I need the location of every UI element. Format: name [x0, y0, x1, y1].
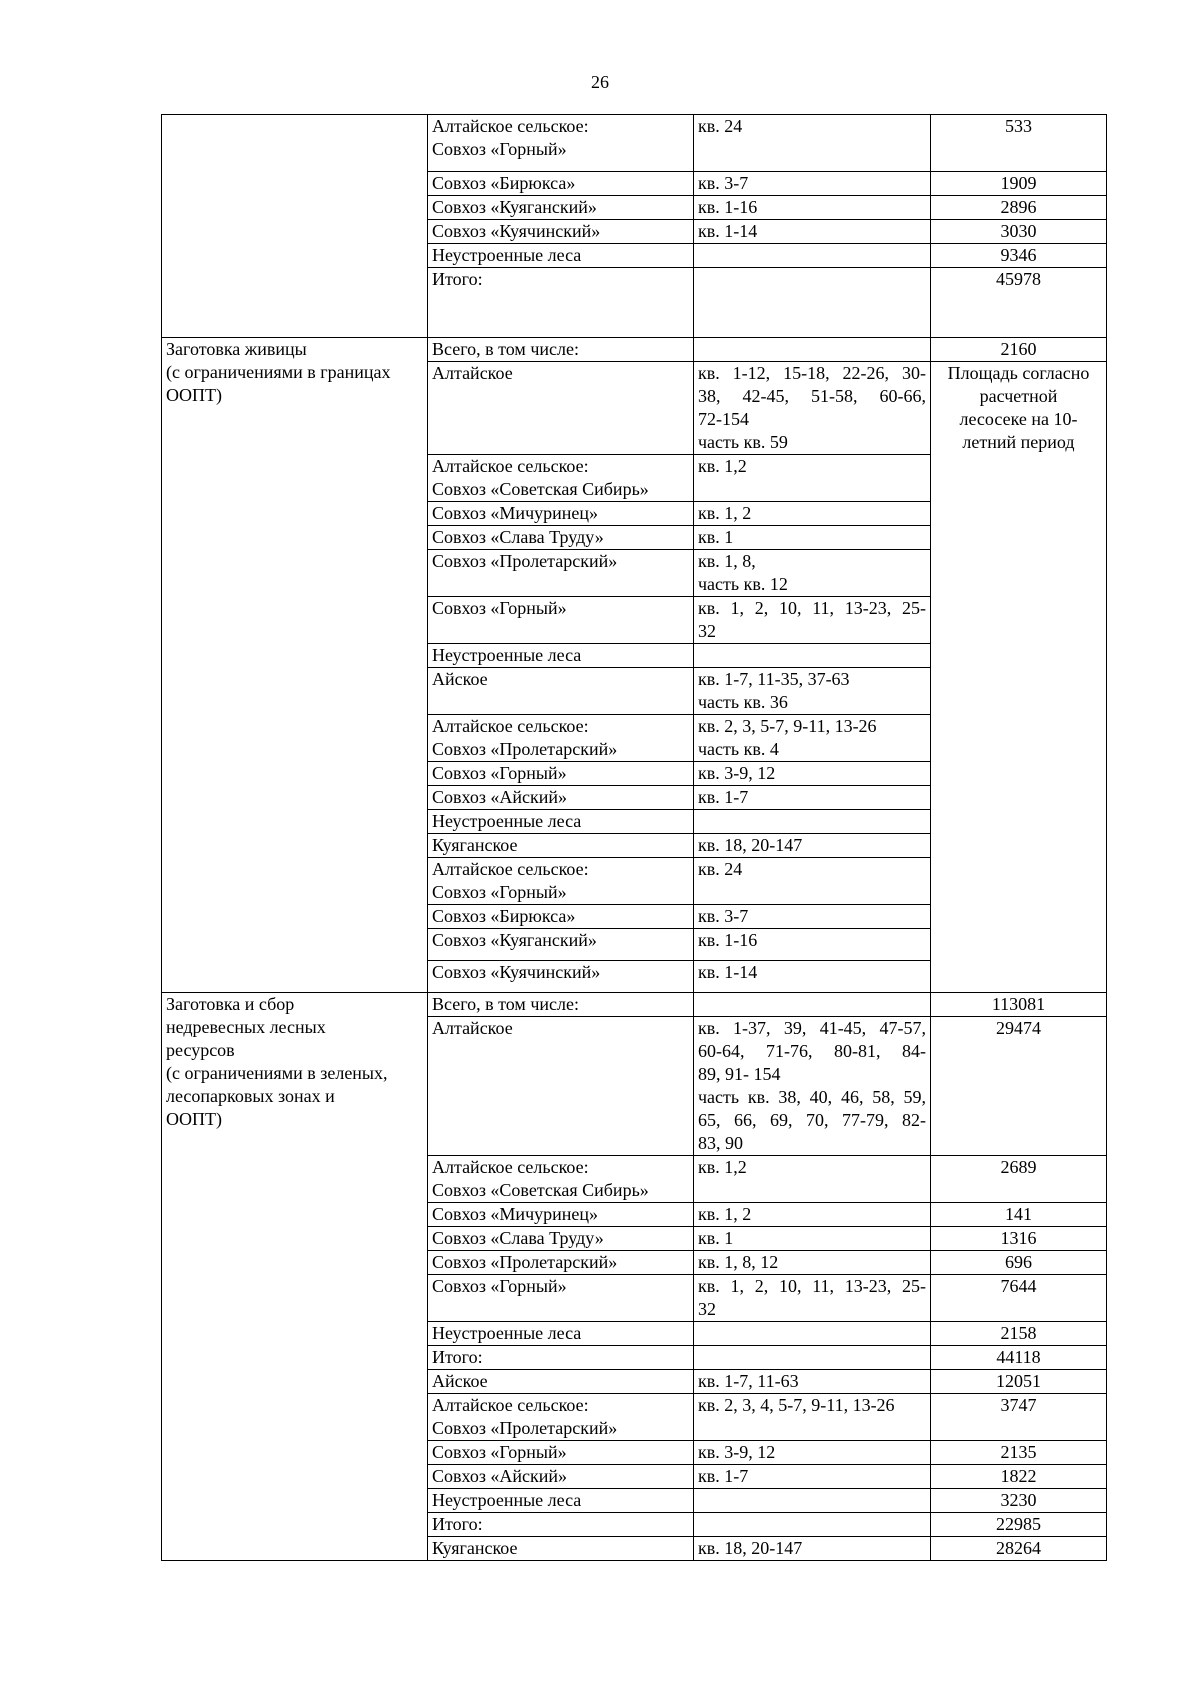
activity-cell	[162, 115, 428, 338]
quarters-cell	[694, 1275, 931, 1322]
cell-line: лесопарковых зонах и	[166, 1086, 335, 1106]
cell-line: кв. 1,2	[698, 1157, 747, 1177]
cell-line: Совхоз «Бирюкса»	[432, 906, 576, 926]
forestry-name-cell	[428, 220, 694, 244]
cell-line: часть кв. 38, 40, 46, 58, 59,	[698, 1087, 926, 1107]
cell-line: кв. 1, 2	[698, 503, 752, 523]
cell-line: Совхоз «Куячинский»	[432, 962, 601, 982]
area-cell: 44118	[931, 1346, 1107, 1370]
cell-line: Заготовка и сбор	[166, 994, 295, 1014]
quarters-cell	[694, 1370, 931, 1394]
quarters-cell	[694, 1513, 931, 1537]
cell-line: Совхоз «Советская Сибирь»	[432, 479, 649, 499]
cell-line: Совхоз «Пролетарский»	[432, 551, 618, 571]
quarters-cell	[694, 786, 931, 810]
forestry-name-cell	[428, 786, 694, 810]
forestry-name-cell	[428, 1441, 694, 1465]
cell-line: Совхоз «Горный»	[432, 1276, 567, 1296]
cell-line: Совхоз «Айский»	[432, 787, 568, 807]
cell-line: Алтайское сельское:	[432, 1157, 589, 1177]
cell-line: 38, 42-45, 51-58, 60-66,	[698, 386, 926, 406]
quarters-cell	[694, 597, 931, 644]
cell-line: кв. 1-37, 39, 41-45, 47-57,	[698, 1018, 926, 1038]
table-row	[162, 115, 1107, 172]
forestry-name-cell	[428, 362, 694, 455]
quarters-cell	[694, 220, 931, 244]
cell-line: кв. 1-7, 11-35, 37-63	[698, 669, 850, 689]
area-cell: 2160	[931, 338, 1107, 362]
area-cell: 28264	[931, 1537, 1107, 1561]
quarters-cell	[694, 172, 931, 196]
cell-line: Совхоз «Бирюкса»	[432, 173, 576, 193]
quarters-cell	[694, 1156, 931, 1203]
cell-line: кв. 3-7	[698, 906, 749, 926]
quarters-cell	[694, 455, 931, 502]
cell-line: Совхоз «Горный»	[432, 882, 567, 902]
cell-line: Куяганское	[432, 1538, 518, 1558]
quarters-cell	[694, 668, 931, 715]
forestry-name-cell	[428, 1156, 694, 1203]
cell-line: кв. 1-7, 11-63	[698, 1371, 799, 1391]
cell-line: Алтайское	[432, 1018, 513, 1038]
cell-line: часть кв. 12	[698, 574, 788, 594]
cell-line: кв. 1-14	[698, 221, 758, 241]
cell-line: Совхоз «Пролетарский»	[432, 1418, 618, 1438]
cell-line: Итого:	[432, 269, 483, 289]
cell-line: кв. 1, 8, 12	[698, 1252, 779, 1272]
quarters-cell	[694, 858, 931, 905]
cell-line: ООПТ)	[166, 1109, 222, 1129]
cell-line: лесосеке на 10-	[959, 409, 1078, 429]
cell-line: кв. 18, 20-147	[698, 1538, 803, 1558]
cell-line: часть кв. 36	[698, 692, 788, 712]
table-row	[162, 338, 1107, 362]
quarters-cell	[694, 762, 931, 786]
quarters-cell	[694, 268, 931, 338]
cell-line: 32	[698, 1299, 716, 1319]
quarters-cell	[694, 1489, 931, 1513]
forestry-name-cell	[428, 526, 694, 550]
quarters-cell	[694, 526, 931, 550]
forestry-name-cell	[428, 1489, 694, 1513]
forestry-name-cell	[428, 172, 694, 196]
quarters-cell	[694, 961, 931, 993]
cell-line: кв. 1-12, 15-18, 22-26, 30-	[698, 363, 926, 383]
forestry-name-cell	[428, 668, 694, 715]
quarters-cell	[694, 1227, 931, 1251]
cell-line: Итого:	[432, 1514, 483, 1534]
forestry-name-cell	[428, 597, 694, 644]
cell-line: Совхоз «Айский»	[432, 1466, 568, 1486]
forestry-name-cell	[428, 1251, 694, 1275]
quarters-cell	[694, 1322, 931, 1346]
forestry-name-cell	[428, 715, 694, 762]
forestry-name-cell	[428, 1537, 694, 1561]
cell-line: Совхоз «Мичуринец»	[432, 503, 599, 523]
cell-line: Совхоз «Советская Сибирь»	[432, 1180, 649, 1200]
forestry-name-cell	[428, 905, 694, 929]
cell-line: кв. 3-9, 12	[698, 1442, 776, 1462]
cell-line: Куяганское	[432, 835, 518, 855]
activity-cell	[162, 993, 428, 1561]
area-cell: 113081	[931, 993, 1107, 1017]
area-cell: 22985	[931, 1513, 1107, 1537]
cell-line: Заготовка живицы	[166, 339, 307, 359]
cell-line: Совхоз «Пролетарский»	[432, 739, 618, 759]
activity-cell	[162, 338, 428, 993]
cell-line: Айское	[432, 1371, 488, 1391]
area-cell: 141	[931, 1203, 1107, 1227]
cell-line: Алтайское сельское:	[432, 1395, 589, 1415]
forestry-name-cell	[428, 961, 694, 993]
cell-line: 65, 66, 69, 70, 77-79, 82-	[698, 1110, 926, 1130]
cell-line: кв. 24	[698, 116, 743, 136]
quarters-cell	[694, 1017, 931, 1156]
quarters-cell	[694, 1346, 931, 1370]
cell-line: Совхоз «Слава Труду»	[432, 527, 604, 547]
table-row	[162, 993, 1107, 1017]
cell-line: Алтайское сельское:	[432, 716, 589, 736]
quarters-cell	[694, 338, 931, 362]
forestry-name-cell	[428, 455, 694, 502]
cell-line: кв. 3-7	[698, 173, 749, 193]
quarters-cell	[694, 810, 931, 834]
cell-line: Совхоз «Куяганский»	[432, 930, 597, 950]
forestry-name-cell	[428, 858, 694, 905]
forestry-name-cell	[428, 1017, 694, 1156]
cell-line: кв. 3-9, 12	[698, 763, 776, 783]
cell-line: Всего, в том числе:	[432, 339, 579, 359]
cell-line: кв. 1, 8,	[698, 551, 756, 571]
cell-line: Алтайское	[432, 363, 513, 383]
forestry-name-cell	[428, 550, 694, 597]
cell-line: Площадь согласно	[947, 363, 1090, 383]
quarters-cell	[694, 550, 931, 597]
cell-line: Совхоз «Куяганский»	[432, 197, 597, 217]
area-cell: 2896	[931, 196, 1107, 220]
cell-line: 83, 90	[698, 1133, 743, 1153]
forestry-name-cell	[428, 244, 694, 268]
page-number: 26	[591, 72, 609, 92]
area-cell: 45978	[931, 268, 1107, 338]
cell-line: кв. 1-7	[698, 787, 749, 807]
cell-line: кв. 18, 20-147	[698, 835, 803, 855]
forestry-table	[161, 114, 1107, 1561]
cell-line: 32	[698, 621, 716, 641]
quarters-cell	[694, 502, 931, 526]
cell-line: Итого:	[432, 1347, 483, 1367]
cell-line: кв. 1-14	[698, 962, 758, 982]
quarters-cell	[694, 362, 931, 455]
forestry-name-cell	[428, 1465, 694, 1489]
cell-line: Совхоз «Куячинский»	[432, 221, 601, 241]
area-cell: 9346	[931, 244, 1107, 268]
quarters-cell	[694, 1394, 931, 1441]
cell-line: часть кв. 4	[698, 739, 779, 759]
forestry-name-cell	[428, 1370, 694, 1394]
forestry-name-cell	[428, 1322, 694, 1346]
cell-line: Неустроенные леса	[432, 1323, 582, 1343]
cell-line: кв. 24	[698, 859, 743, 879]
forestry-name-cell	[428, 929, 694, 961]
cell-line: кв. 1	[698, 527, 734, 547]
cell-line: кв. 2, 3, 4, 5-7, 9-11, 13-26	[698, 1395, 895, 1415]
forestry-name-cell	[428, 268, 694, 338]
cell-line: кв. 1, 2, 10, 11, 13-23, 25-	[698, 598, 926, 618]
forestry-name-cell	[428, 810, 694, 834]
forestry-name-cell	[428, 1227, 694, 1251]
cell-line: Совхоз «Горный»	[432, 139, 567, 159]
cell-line: недревесных лесных	[166, 1017, 326, 1037]
cell-line: 89, 91- 154	[698, 1064, 781, 1084]
quarters-cell	[694, 1251, 931, 1275]
area-cell: 696	[931, 1251, 1107, 1275]
forestry-name-cell	[428, 1394, 694, 1441]
area-cell: 3230	[931, 1489, 1107, 1513]
cell-line: кв. 1-16	[698, 930, 758, 950]
cell-line: Неустроенные леса	[432, 811, 582, 831]
area-cell: 1822	[931, 1465, 1107, 1489]
cell-line: Неустроенные леса	[432, 1490, 582, 1510]
quarters-cell	[694, 196, 931, 220]
quarters-cell	[694, 1537, 931, 1561]
forestry-name-cell	[428, 644, 694, 668]
forestry-name-cell	[428, 834, 694, 858]
cell-line: кв. 1-16	[698, 197, 758, 217]
quarters-cell	[694, 1465, 931, 1489]
cell-line: Алтайское сельское:	[432, 456, 589, 476]
cell-line: кв. 1, 2, 10, 11, 13-23, 25-	[698, 1276, 926, 1296]
forestry-name-cell	[428, 1275, 694, 1322]
cell-line: кв. 1	[698, 1228, 734, 1248]
cell-line: расчетной	[979, 386, 1058, 406]
cell-line: Неустроенные леса	[432, 645, 582, 665]
cell-line: часть кв. 59	[698, 432, 788, 452]
area-cell: 1316	[931, 1227, 1107, 1251]
cell-line: (с ограничениями в границах	[166, 362, 391, 382]
cell-line: кв. 1-7	[698, 1466, 749, 1486]
quarters-cell	[694, 1441, 931, 1465]
quarters-cell	[694, 244, 931, 268]
quarters-cell	[694, 905, 931, 929]
quarters-cell	[694, 715, 931, 762]
forestry-name-cell	[428, 338, 694, 362]
cell-line: Всего, в том числе:	[432, 994, 579, 1014]
forestry-name-cell	[428, 502, 694, 526]
area-cell: 29474	[931, 1017, 1107, 1156]
cell-line: ООПТ)	[166, 385, 222, 405]
forestry-name-cell	[428, 115, 694, 172]
forestry-name-cell	[428, 1513, 694, 1537]
quarters-cell	[694, 1203, 931, 1227]
area-note-cell	[931, 362, 1107, 993]
cell-line: 72-154	[698, 409, 749, 429]
area-cell: 3747	[931, 1394, 1107, 1441]
quarters-cell	[694, 929, 931, 961]
cell-line: кв. 1, 2	[698, 1204, 752, 1224]
cell-line: летний период	[962, 432, 1075, 452]
quarters-cell	[694, 993, 931, 1017]
cell-line: Совхоз «Мичуринец»	[432, 1204, 599, 1224]
quarters-cell	[694, 834, 931, 858]
cell-line: Совхоз «Горный»	[432, 1442, 567, 1462]
forestry-name-cell	[428, 1203, 694, 1227]
area-cell: 2158	[931, 1322, 1107, 1346]
quarters-cell	[694, 115, 931, 172]
area-cell: 2689	[931, 1156, 1107, 1203]
cell-line: Алтайское сельское:	[432, 859, 589, 879]
forestry-name-cell	[428, 993, 694, 1017]
cell-line: 60-64, 71-76, 80-81, 84-	[698, 1041, 926, 1061]
forestry-name-cell	[428, 762, 694, 786]
cell-line: Совхоз «Горный»	[432, 763, 567, 783]
area-cell: 3030	[931, 220, 1107, 244]
cell-line: Совхоз «Слава Труду»	[432, 1228, 604, 1248]
forestry-name-cell	[428, 1346, 694, 1370]
area-cell: 7644	[931, 1275, 1107, 1322]
cell-line: Айское	[432, 669, 488, 689]
forestry-name-cell	[428, 196, 694, 220]
cell-line: Неустроенные леса	[432, 245, 582, 265]
cell-line: Совхоз «Горный»	[432, 598, 567, 618]
area-cell: 1909	[931, 172, 1107, 196]
area-cell: 12051	[931, 1370, 1107, 1394]
cell-line: ресурсов	[166, 1040, 235, 1060]
area-cell: 533	[931, 115, 1107, 172]
cell-line: Алтайское сельское:	[432, 116, 589, 136]
cell-line: кв. 2, 3, 5-7, 9-11, 13-26	[698, 716, 877, 736]
cell-line: (с ограничениями в зеленых,	[166, 1063, 388, 1083]
quarters-cell	[694, 644, 931, 668]
area-cell: 2135	[931, 1441, 1107, 1465]
cell-line: Совхоз «Пролетарский»	[432, 1252, 618, 1272]
cell-line: кв. 1,2	[698, 456, 747, 476]
